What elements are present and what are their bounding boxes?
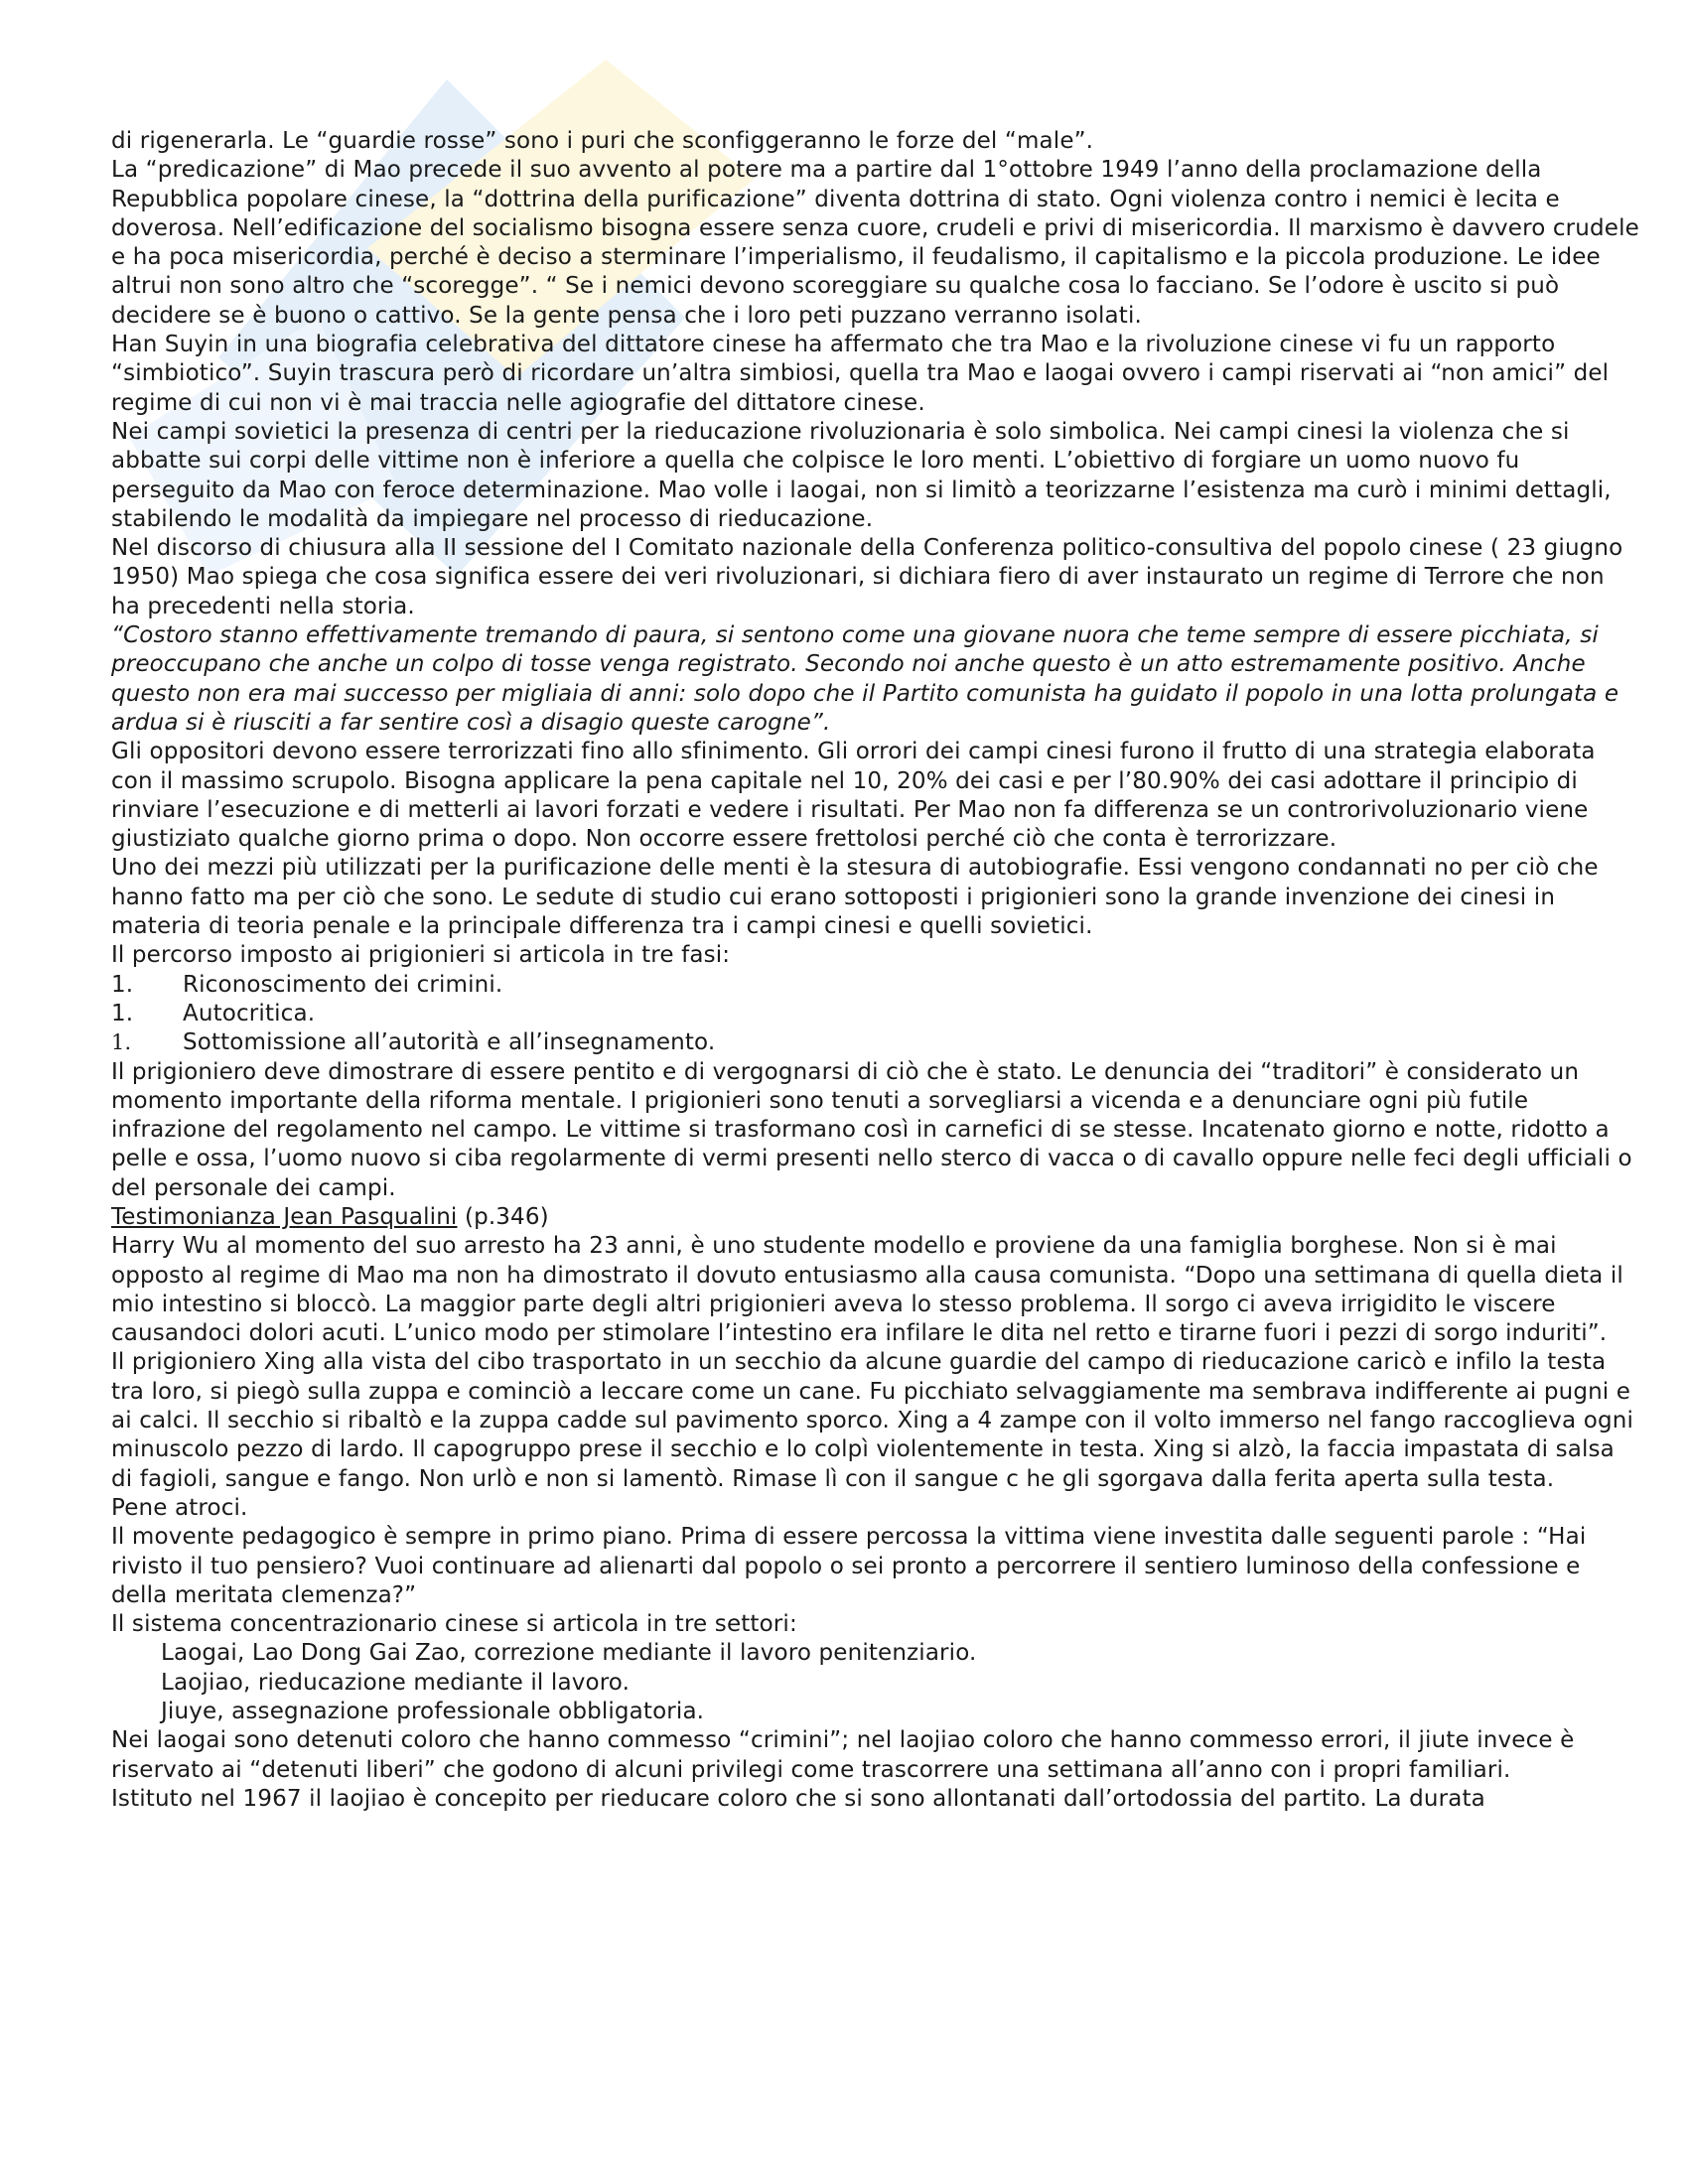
paragraph: Pene atroci.: [111, 1494, 248, 1521]
sector-item: Laogai, Lao Dong Gai Zao, correzione mediante il lavoro penitenziario.: [161, 1640, 977, 1667]
phase-number: 1.: [111, 1000, 134, 1026]
phase-text: Autocritica.: [183, 1000, 316, 1026]
paragraph: Istituto nel 1967 il laojiao è concepito per rieducare coloro che si sono allontanati dall’ortodossia del partito. La durata: [111, 1785, 1485, 1812]
testimony-title: Testimonianza Jean Pasqualini: [111, 1203, 458, 1230]
paragraph: Il percorso imposto ai prigionieri si articola in tre fasi:: [111, 942, 731, 969]
paragraph: Il prigioniero Xing alla vista del cibo trasportato in un secchio da alcune guardie del campo di rieducazione caricò e infilo la testa tra loro, si piegò sulla zuppa e cominciò a leccare come un cane. Fu picchiato selvaggiamente ma sembrava indifferente ai pugni e ai calci. Il secchio si ribaltò e la zuppa cadde sul pavimento sporco. Xing a 4 zampe con il volto immerso nel fango raccoglieva ogni minuscolo pezzo di lardo. Il capogruppo prese il secchio e lo colpì violentemente in testa. Xing si alzò, la faccia impastata di salsa di fagioli, sangue e fango. Non urlò e non si lamentò. Rimase lì con il sangue c he gli sgorgava dalla ferita aperta sulla testa.: [111, 1349, 1633, 1492]
paragraph: Gli oppositori devono essere terrorizzati fino allo sfinimento. Gli orrori dei campi cinesi furono il frutto di una strategia elaborata con il massimo scrupolo. Bisogna applicare la pena capitale nel 10, 20% dei casi e per l’80.90% dei casi adottare il principio di rinviare l’esecuzione e di metterli ai lavori forzati e vedere i risultati. Per Mao non fa differenza se un controrivoluzionario viene giustiziato qualche giorno prima o dopo. Non occorre essere frettolosi perché ciò che conta è terrorizzare.: [111, 739, 1596, 853]
phase-text: Riconoscimento dei crimini.: [183, 971, 503, 998]
paragraph: Nei laogai sono detenuti coloro che hanno commesso “crimini”; nel laojiao coloro che hanno commesso errori, il jiute invece è riservato ai “detenuti liberi” che godono di alcuni privilegi come trascorrere una settimana all’anno con i propri familiari.: [111, 1727, 1575, 1783]
paragraph: Nei campi sovietici la presenza di centri per la rieducazione rivoluzionaria è solo simbolica. Nei campi cinesi la violenza che si abbatte sui corpi delle vittime non è inferiore a quella che colpisce le loro menti. L’obiettivo di forgiare un uomo nuovo fu perseguito da Mao con feroce determinazione. Mao volle i laogai, non si limitò a teorizzarne l’esistenza ma curò i minimi dettagli, stabilendo le modalità da impiegare nel processo di rieducazione.: [111, 418, 1612, 532]
paragraph: La “predicazione” di Mao precede il suo avvento al potere ma a partire dal 1°ottobre 1949 l’anno della proclamazione della Repubblica popolare cinese, la “dottrina della purificazione” diventa dottrina di stato. Ogni violenza contro i nemici è lecita e doverosa. Nell’edificazione del socialismo bisogna essere senza cuore, crudeli e privi di misericordia. Il marxismo è davvero crudele e ha poca misericordia, perché è deciso a sterminare l’imperialismo, il feudalismo, il capitalismo e la piccola produzione. Le idee altrui non sono altro che “scoregge”. “ Se i nemici devono scoreggiare su qualche cosa lo facciano. Se l’odore è uscito si può decidere se è buono o cattivo. Se la gente pensa che i loro peti puzzano verranno isolati.: [111, 157, 1639, 329]
sector-item: Laojiao, rieducazione mediante il lavoro.: [161, 1669, 631, 1696]
paragraph: di rigenerarla. Le “guardie rosse” sono i puri che sconfiggeranno le forze del “male”.: [111, 128, 1094, 154]
document-page: [111, 127, 1640, 1814]
phase-number: 1.: [111, 1030, 132, 1055]
paragraph: Il sistema concentrazionario cinese si articola in tre settori:: [111, 1611, 797, 1638]
paragraph: Harry Wu al momento del suo arresto ha 23 anni, è uno studente modello e proviene da una famiglia borghese. Non si è mai opposto al regime di Mao ma non ha dimostrato il dovuto entusiasmo alla causa comunista. “Dopo una settimana di quella dieta il mio intestino si bloccò. La maggior parte degli altri prigionieri aveva lo stesso problema. Il sorgo ci aveva irrigidito le viscere causandoci dolori acuti. L’unico modo per stimolare l’intestino era infilare le dita nel retto e tirarne fuori i pezzi di sorgo induriti”.: [111, 1233, 1623, 1347]
phase-item: [111, 971, 1640, 1000]
paragraph: Han Suyin in una biografia celebrativa del dittatore cinese ha affermato che tra Mao e la rivoluzione cinese vi fu un rapporto “simbiotico”. Suyin trascura però di ricordare un’altra simbiosi, quella tra Mao e laogai ovvero i campi riservati ai “non amici” del regime di cui non vi è mai traccia nelle agiografie del dittatore cinese.: [111, 332, 1610, 416]
paragraph: Il movente pedagogico è sempre in primo piano. Prima di essere percossa la vittima viene investita dalle seguenti parole : “Hai rivisto il tuo pensiero? Vuoi continuare ad alienarti dal popolo o sei pronto a percorrere il sentiero luminoso della confessione e della meritata clemenza?”: [111, 1524, 1587, 1608]
paragraph: Nel discorso di chiusura alla II sessione del I Comitato nazionale della Conferenza politico-consultiva del popolo cinese ( 23 giugno 1950) Mao spiega che cosa significa essere dei veri rivoluzionari, si dichiara fiero di aver instaurato un regime di Terrore che non ha precedenti nella storia.: [111, 535, 1623, 619]
phase-item: [111, 1000, 1640, 1028]
mao-quote: “Costoro stanno effettivamente tremando di paura, si sentono come una giovane nuora che teme sempre di essere picchiata, si preoccupano che anche un colpo di tosse venga registrato. Secondo noi anche questo è un atto estremamente positivo. Anche questo non era mai successo per migliaia di anni: solo dopo che il Partito comunista ha guidato il popolo in una lotta prolungata e ardua si è riusciti a far sentire così a disagio queste carogne”.: [111, 622, 1619, 736]
phase-item: [111, 1028, 1640, 1057]
phase-number: 1.: [111, 971, 134, 998]
phase-text: Sottomissione all’autorità e all’insegnamento.: [183, 1029, 716, 1056]
sector-item: Jiuye, assegnazione professionale obbligatoria.: [161, 1699, 705, 1725]
testimony-heading: [111, 1203, 1640, 1232]
testimony-page: (p.346): [457, 1203, 549, 1230]
paragraph: Uno dei mezzi più utilizzati per la purificazione delle menti è la stesura di autobiografie. Essi vengono condannati no per ciò che hanno fatto ma per ciò che sono. Le sedute di studio cui erano sottoposti i prigionieri sono la grande invenzione dei cinesi in materia di teoria penale e la principale differenza tra i campi cinesi e quelli sovietici.: [111, 855, 1599, 940]
paragraph: Il prigioniero deve dimostrare di essere pentito e di vergognarsi di ciò che è stato. Le denuncia dei “traditori” è considerato un momento importante della riforma mentale. I prigionieri sono tenuti a sorvegliarsi a vicenda e a denunciare ogni più futile infrazione del regolamento nel campo. Le vittime si trasformano così in carnefici di se stesse. Incatenato giorno e notte, ridotto a pelle e ossa, l’uomo nuovo si ciba regolarmente di vermi presenti nello sterco di vacca o di cavallo oppure nelle feci degli ufficiali o del personale dei campi.: [111, 1058, 1632, 1201]
